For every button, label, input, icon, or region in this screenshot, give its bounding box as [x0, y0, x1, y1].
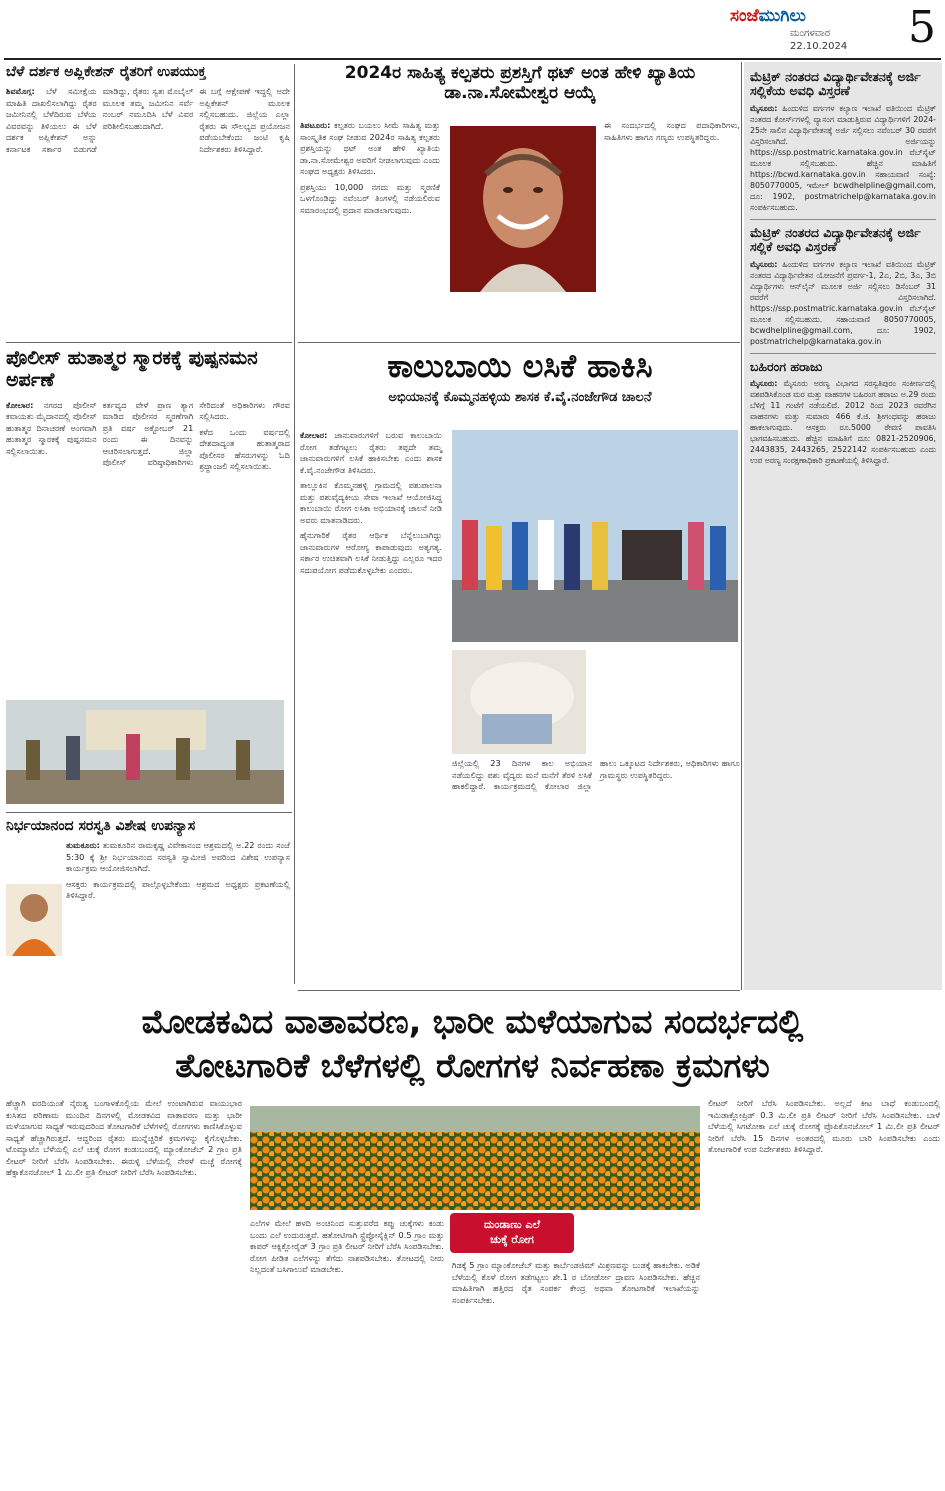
- story-vaccine-para: ಜಿಲ್ಲೆಯಲ್ಲಿ 23 ದಿನಗಳ ಕಾಲ ಅಭಿಯಾನ ನಡೆಯಲಿದ್ದು ಪಶು ವೈದ್ಯರು ಮನೆ ಮನೆಗೆ ತೆರಳಿ ಲಸಿಕೆ ಹಾಕಲಿದ್ದಾರೆ. ಕಾರ್ಯಕ್ರಮದಲ್ಲಿ ಕೋಲಾರ ಜಿಲ್ಲಾ ಹಾಲು ಒಕ್ಕೂಟದ ನಿರ್ದೇಶಕರು, ಅಧಿಕಾರಿಗಳು ಹಾಗೂ ಗ್ರಾಮಸ್ಥರು ಉಪಸ್ಥಿತರಿದ್ದರು.: [452, 758, 740, 791]
- portrait-illustration: [450, 126, 596, 292]
- feature-tag-line2: ಚುಕ್ಕೆ ರೋಗ: [490, 1233, 534, 1246]
- sidebar-item-1-dateline: ಮೈಸೂರು:: [750, 103, 778, 113]
- feature-tag-line1: ದುಂಡಾಣು ಎಲೆ: [483, 1218, 541, 1231]
- police-illustration: [6, 700, 284, 804]
- story-police-para: ನಗರದ ಪೊಲೀಸ್ ಕವಾಯತು ಮೈದಾನದಲ್ಲಿ ಪೊಲೀಸ್ ಹುತಾತ್ಮರ ದಿನಾಚರಣೆ ಅಂಗವಾಗಿ ಹುತಾತ್ಮರ ಸ್ಮಾರಕಕ್ಕೆ ಪುಷ್ಪನಮನ ಸಲ್ಲಿಸಲಾಯಿತು.: [6, 399, 97, 456]
- feature-headline-line2: ತೋಟಗಾರಿಕೆ ಬೆಳೆಗಳಲ್ಲಿ ರೋಗಗಳ ನಿರ್ವಹಣಾ ಕ್ರಮಗಳು: [175, 1046, 770, 1085]
- story-police-body: [6, 400, 290, 690]
- story-nirbhaya-headline: ನಿರ್ಭಯಾನಂದ ಸರಸ್ವತಿ ವಿಶೇಷ ಉಪನ್ಯಾಸ: [6, 818, 196, 834]
- sidebar-divider: [750, 353, 936, 354]
- issue-date: 22.10.2024: [790, 41, 848, 52]
- story-vaccine-headline: ಕಾಲುಬಾಯಿ ಲಸಿಕೆ ಹಾಕಿಸಿ: [387, 348, 653, 385]
- story-vaccine-dateline: ಕೋಲಾರ:: [300, 430, 328, 440]
- masthead: [730, 4, 942, 56]
- cow-illustration: [452, 650, 586, 754]
- column-divider: [294, 64, 295, 984]
- story-police-para: ಕರ್ತವ್ಯದ ವೇಳೆ ಪ್ರಾಣ ತ್ಯಾಗ ಮಾಡಿದ ಪೊಲೀಸರ ಸ್ಮರಣೆಗಾಗಿ ಪ್ರತಿ ವರ್ಷ ಅಕ್ಟೋಬರ್ 21 ರಂದು ಈ ದಿನವನ್ನು ಆಚರಿಸಲಾಗುತ್ತದೆ. ಜಿಲ್ಲಾ ಪೊಲೀಸ್ ವರಿಷ್ಠಾಧಿಕಾರಿಗಳು ಸೇರಿದಂತೆ ಅಧಿಕಾರಿಗಳು ಗೌರವ ಸಲ್ಲಿಸಿದರು.: [102, 399, 290, 468]
- story-nirbhaya-body: [66, 840, 290, 902]
- feature-para: ಗಿಡಕ್ಕೆ 5 ಗ್ರಾಂ ಮ್ಯಾಂಕೋಜೆಬ್ ಮತ್ತು ಕಾರ್ಬೆಂಡಜಿಮ್ ಮಿಶ್ರಣವನ್ನು ಬುಡಕ್ಕೆ ಹಾಕಬೇಕು. ಅಡಿಕೆ ಬೆಳೆಯಲ್ಲಿ ಕೊಳೆ ರೋಗ ತಡೆಗಟ್ಟಲು ಶೇ.1 ರ ಬೋರ್ಡೋ ದ್ರಾವಣ ಸಿಂಪಡಿಸಬೇಕು. ಹೆಚ್ಚಿನ ಮಾಹಿತಿಗಾಗಿ ಹತ್ತಿರದ ರೈತ ಸಂಪರ್ಕ ಕೇಂದ್ರ ಅಥವಾ ತೋಟಗಾರಿಕೆ ಇಲಾಖೆಯನ್ನು ಸಂಪರ್ಕಿಸಬೇಕು.: [452, 1260, 700, 1305]
- sidebar-item-2-body: [750, 259, 936, 347]
- sidebar-item-1-body: [750, 103, 936, 213]
- feature-col-4: [708, 1098, 940, 1486]
- story-police-headline: ಪೊಲೀಸ್ ಹುತಾತ್ಮರ ಸ್ಮಾರಕಕ್ಕೆ ಪುಷ್ಪನಮನ ಅರ್ಪಣೆ: [6, 348, 258, 391]
- top-divider: [4, 58, 941, 60]
- story-award-para: ಕಲ್ಪತರು ಬಯಲು ಸೀಮೆ ಸಾಹಿತ್ಯ ಮತ್ತು ಸಾಂಸ್ಕೃತಿಕ ಸಂಘ ನೀಡುವ 2024ರ ಸಾಹಿತ್ಯ ಕಲ್ಪತರು ಪ್ರಶಸ್ತಿಯನ್ನು ಥಟ್ ಅಂತ ಹೇಳಿ ಖ್ಯಾತಿಯ ಡಾ.ನಾ.ಸೋಮೇಶ್ವರ ಅವರಿಗೆ ನೀಡಲಾಗುವುದು ಎಂದು ಸಂಘದ ಅಧ್ಯಕ್ಷರು ತಿಳಿಸಿದರು.: [300, 120, 441, 176]
- story-app: [6, 64, 290, 340]
- story-app-para: ಬೆಳೆ ಸಮೀಕ್ಷೆಯ ಮಾಹಿತಿ ದಾಖಲಿಸಲಾಗಿದ್ದು ರೈತರ ಜಮೀನಿನಲ್ಲಿ ಬೆಳೆದಿರುವ ಬೆಳೆಯ ವಿವರವನ್ನು ತಿಳಿಯಲು ಈ ಬೆಳೆ ದರ್ಶಕ ಅಪ್ಲಿಕೇಶನ್ ಅನ್ನು ಕರ್ನಾಟಕ ಸರ್ಕಾರ ಬಿಡುಗಡೆ ಮಾಡಿದ್ದು, ರೈತರು ಸ್ವತಃ ಮೊಬೈಲ್ ಮೂಲಕ ತಮ್ಮ ಜಮೀನಿನ ಸರ್ವೆ ನಂಬರ್ ನಮೂದಿಸಿ ಬೆಳೆ ವಿವರ ಪರಿಶೀಲಿಸಬಹುದಾಗಿದೆ.: [6, 86, 194, 154]
- story-vaccine-body-2: [452, 758, 740, 986]
- story-vaccine-body: [300, 430, 442, 988]
- swamiji-photo: [6, 884, 62, 956]
- vaccine-group-photo: [452, 430, 738, 642]
- brand-logo: [730, 6, 806, 26]
- marigold-field-photo: [250, 1106, 700, 1210]
- story-nirbhaya-para: ತುಮಕೂರಿನ ರಾಮಕೃಷ್ಣ ವಿವೇಕಾನಂದ ಆಶ್ರಮದಲ್ಲಿ ಅ.22 ರಂದು ಸಂಜೆ 5:30 ಕ್ಕೆ ಶ್ರೀ ನಿರ್ಭಯಾನಂದ ಸರಸ್ವತಿ ಸ್ವಾಮೀಜಿ ಅವರಿಂದ ವಿಶೇಷ ಉಪನ್ಯಾಸ ಕಾರ್ಯಕ್ರಮ ಆಯೋಜಿಸಲಾಗಿದೆ.: [66, 840, 290, 874]
- sidebar-item-1-headline: ಮೆಟ್ರಿಕ್ ನಂತರದ ವಿದ್ಯಾರ್ಥಿವೇತನಕ್ಕೆ ಅರ್ಜಿ ಸಲ್ಲಿಕೆಯ ಅವಧಿ ವಿಸ್ತರಣೆ: [750, 69, 921, 99]
- story-award-para: ಈ ಸಂದರ್ಭದಲ್ಲಿ ಸಂಘದ ಪದಾಧಿಕಾರಿಗಳು, ಸಾಹಿತಿಗಳು ಹಾಗೂ ಗಣ್ಯರು ಉಪಸ್ಥಿತರಿದ್ದರು.: [604, 120, 740, 142]
- story-award-body-2: [604, 120, 740, 340]
- story-nirbhaya-para: ಆಸಕ್ತರು ಕಾರ್ಯಕ್ರಮದಲ್ಲಿ ಪಾಲ್ಗೊಳ್ಳಬೇಕೆಂದು ಆಶ್ರಮದ ಅಧ್ಯಕ್ಷರು ಪ್ರಕಟಣೆಯಲ್ಲಿ ತಿಳಿಸಿದ್ದಾರೆ.: [66, 878, 290, 901]
- feature-tag: [450, 1213, 574, 1253]
- story-police-para: ಕಳೆದ ಒಂದು ವರ್ಷದಲ್ಲಿ ದೇಶದಾದ್ಯಂತ ಹುತಾತ್ಮರಾದ ಪೊಲೀಸರ ಹೆಸರುಗಳನ್ನು ಓದಿ ಶ್ರದ್ಧಾಂಜಲಿ ಸಲ್ಲಿಸಲಾಯಿತು.: [199, 426, 290, 472]
- cow-vaccination-photo: [452, 650, 586, 754]
- story-app-headline: ಬೆಳೆ ದರ್ಶಕ ಅಪ್ಲಿಕೇಶನ್ ರೈತರಿಗೆ ಉಪಯುಕ್ತ: [6, 64, 207, 80]
- feature-headline: [6, 1000, 939, 1088]
- feature-col-2: [250, 1218, 444, 1486]
- feature-col-3: [452, 1260, 700, 1486]
- issue-day: ಮಂಗಳವಾರ: [790, 28, 831, 39]
- feature-col-1: [6, 1098, 242, 1486]
- story-police-dateline: ಕೋಲಾರ:: [6, 399, 34, 410]
- sidebar-item-1-text: ಹಿಂದುಳಿದ ವರ್ಗಗಳ ಕಲ್ಯಾಣ ಇಲಾಖೆ ವತಿಯಿಂದ ಮೆಟ್ರಿಕ್ ನಂತರದ ಕೋರ್ಸ್‌ಗಳಲ್ಲಿ ವ್ಯಾಸಂಗ ಮಾಡುತ್ತಿರುವ ವಿದ್ಯಾರ್ಥಿಗಳಿಗೆ 2024-25ನೇ ಸಾಲಿನ ವಿದ್ಯಾರ್ಥಿವೇತನಕ್ಕೆ ಅರ್ಜಿ ಸಲ್ಲಿಸಲು ನವೆಂಬರ್ 30 ರವರೆಗೆ ವಿಸ್ತರಿಸಲಾಗಿದೆ. ಅರ್ಜಿಯನ್ನು https://ssp.postmatric.karnataka.gov.in ವೆಬ್‌ಸೈಟ್ ಮೂಲಕ ಸಲ್ಲಿಸಬಹುದು. ಹೆಚ್ಚಿನ ಮಾಹಿತಿಗೆ https://bcwd.karnataka.gov.in ಸಹಾಯವಾಣಿ ಸಂಖ್ಯೆ: 8050770005, ಇಮೇಲ್ bcwdhelpline@gmail.com, ದೂ: 1902, postmatrichelp@karnataka.gov.in ಸಂಪರ್ಕಿಸಬಹುದು.: [750, 103, 936, 212]
- marigold-illustration: [250, 1106, 700, 1210]
- feature-para: ಎಲೆಗಳ ಮೇಲೆ ಹಳದಿ ಅಂಚಿನಿಂದ ಸುತ್ತುವರೆದ ಕಪ್ಪು ಚುಕ್ಕೆಗಳು ಕಂಡು ಬಂದು ಎಲೆ ಉದುರುತ್ತವೆ. ಹತೋಟಿಗಾಗಿ ಸ್ಟ್ರೆಪ್ಟೋಸೈಕ್ಲಿನ್ 0.5 ಗ್ರಾಂ ಮತ್ತು ಕಾಪರ್ ಆಕ್ಸಿಕ್ಲೋರೈಡ್ 3 ಗ್ರಾಂ ಪ್ರತಿ ಲೀಟರ್ ನೀರಿಗೆ ಬೆರೆಸಿ ಸಿಂಪಡಿಸಬೇಕು. ರೋಗ ಪೀಡಿತ ಎಲೆಗಳನ್ನು ತೆಗೆದು ನಾಶಪಡಿಸಬೇಕು. ತೋಟದಲ್ಲಿ ನೀರು ನಿಲ್ಲದಂತೆ ಬಸಿಗಾಲುವೆ ಮಾಡಬೇಕು.: [250, 1218, 444, 1274]
- brand-name-a: ಸಂಜೆ: [730, 6, 759, 26]
- story-app-body: [6, 86, 290, 155]
- story-vaccine-subheadline: ಅಭಿಯಾನಕ್ಕೆ ಕೊಮ್ಮನಹಳ್ಳಿಯ ಶಾಸಕ ಕೆ.ವೈ.ನಂಜೇಗೌಡ ಚಾಲನೆ: [388, 389, 652, 405]
- story-divider: [6, 812, 292, 813]
- story-app-para: ಈ ಬಗ್ಗೆ ಆಕ್ಷೇಪಣೆ ಇದ್ದಲ್ಲಿ ಅದೇ ಅಪ್ಲಿಕೇಶನ್ ಮೂಲಕ ಸಲ್ಲಿಸಬಹುದು. ಜಿಲ್ಲೆಯ ಎಲ್ಲಾ ರೈತರು ಈ ಸೌಲಭ್ಯದ ಪ್ರಯೋಜನ ಪಡೆಯಬೇಕೆಂದು ಜಂಟಿ ಕೃಷಿ ನಿರ್ದೇಶಕರು ತಿಳಿಸಿದ್ದಾರೆ.: [199, 86, 290, 154]
- story-divider: [6, 342, 292, 343]
- sidebar-item-3-headline: ಬಹಿರಂಗ ಹರಾಜು: [750, 358, 823, 374]
- sidebar-item-3-text: ಮೈಸೂರು ಅರಣ್ಯ ವಿಭಾಗದ ಸರಸ್ವತಿಪುರಂ ಸಂಕೀರ್ಣದಲ್ಲಿ ವಶಪಡಿಸಿಕೊಂಡ ಮರ ಮತ್ತು ವಾಹನಗಳ ಬಹಿರಂಗ ಹರಾಜು ಅ.29 ರಂದು ಬೆಳಿಗ್ಗೆ 11 ಗಂಟೆಗೆ ನಡೆಯಲಿದೆ. 2012 ರಿಂದ 2023 ರವರೆಗಿನ ವಾಹನಗಳು ಮತ್ತು ಸುಮಾರು 466 ಕೆ.ಜಿ. ಶ್ರೀಗಂಧವನ್ನು ಹರಾಜು ಹಾಕಲಾಗುವುದು. ಆಸಕ್ತರು ರೂ.5000 ಠೇವಣಿ ಪಾವತಿಸಿ ಭಾಗವಹಿಸಬಹುದು. ಹೆಚ್ಚಿನ ಮಾಹಿತಿಗೆ ದೂ: 0821-2520906, 2443835, 2443265, 2522142 ಸಂಪರ್ಕಿಸಬಹುದು ಎಂದು ಉಪ ಅರಣ್ಯ ಸಂರಕ್ಷಣಾಧಿಕಾರಿ ಪ್ರಕಟಣೆಯಲ್ಲಿ ತಿಳಿಸಿದ್ದಾರೆ.: [750, 378, 936, 465]
- story-nirbhaya-dateline: ತುಮಕೂರು:: [66, 840, 100, 851]
- feature-para: ಹೆಚ್ಚಾಗಿ ವರದಿಯಂತೆ ನೈರುತ್ಯ ಬಂಗಾಳಕೊಲ್ಲಿಯ ಮೇಲೆ ಉಂಟಾಗಿರುವ ವಾಯುಭಾರ ಕುಸಿತದ ಪರಿಣಾಮ ಮುಂದಿನ ದಿನಗಳಲ್ಲಿ ಮೋಡಕವಿದ ವಾತಾವರಣ ಮತ್ತು ಭಾರೀ ಮಳೆಯಾಗುವ ಸಾಧ್ಯತೆ ಇರುವುದರಿಂದ ತೋಟಗಾರಿಕೆ ಬೆಳೆಗಳಲ್ಲಿ ರೋಗಗಳು ಕಾಣಿಸಿಕೊಳ್ಳುವ ಸಾಧ್ಯತೆ ಹೆಚ್ಚಾಗಿರುತ್ತದೆ. ಆದ್ದರಿಂದ ರೈತರು ಮುನ್ನೆಚ್ಚರಿಕೆ ಕ್ರಮಗಳನ್ನು ಕೈಗೊಳ್ಳಬೇಕು. ಟೊಮ್ಯಾಟೊ ಬೆಳೆಯಲ್ಲಿ ಎಲೆ ಚುಕ್ಕೆ ರೋಗ ಕಂಡುಬಂದಲ್ಲಿ ಮ್ಯಾಂಕೋಜೆಬ್ 2 ಗ್ರಾಂ ಪ್ರತಿ ಲೀಟರ್ ನೀರಿಗೆ ಬೆರೆಸಿ ಸಿಂಪಡಿಸಬೇಕು. ಈರುಳ್ಳಿ ಬೆಳೆಯಲ್ಲಿ ನೇರಳೆ ಮಚ್ಚೆ ರೋಗಕ್ಕೆ ಹೆಕ್ಸಾಕೊನಜೋಲ್ 1 ಮಿ.ಲೀ ಪ್ರತಿ ಲೀಟರ್ ನೀರಿಗೆ ಬೆರೆಸಿ ಸಿಂಪಡಿಸಬೇಕು.: [6, 1098, 242, 1177]
- story-vaccine-para: ಜಾನುವಾರುಗಳಿಗೆ ಬರುವ ಕಾಲುಬಾಯಿ ರೋಗ ತಡೆಗಟ್ಟಲು ರೈತರು ತಪ್ಪದೇ ತಮ್ಮ ಜಾನುವಾರುಗಳಿಗೆ ಲಸಿಕೆ ಹಾಕಿಸಬೇಕು ಎಂದು ಶಾಸಕ ಕೆ.ವೈ.ನಂಜೇಗೌಡ ತಿಳಿಸಿದರು.: [300, 430, 442, 475]
- story-app-dateline: ಶಿವಮೊಗ್ಗ:: [6, 86, 35, 97]
- feature-headline-line1: ಮೋಡಕವಿದ ವಾತಾವರಣ, ಭಾರೀ ಮಳೆಯಾಗುವ ಸಂದರ್ಭದಲ್ಲಿ: [141, 1002, 804, 1041]
- story-divider: [298, 342, 740, 343]
- brand-name-b: ಮುಗಿಲು: [758, 6, 806, 26]
- story-award-headline: 2024ರ ಸಾಹಿತ್ಯ ಕಲ್ಪತರು ಪ್ರಶಸ್ತಿಗೆ ಥಟ್ ಅಂತ ಹೇಳಿ ಖ್ಯಾತಿಯ ಡಾ.ನಾ.ಸೋಮೇಶ್ವರ ಆಯ್ಕೆ: [344, 64, 696, 103]
- sidebar-item-3-body: [750, 378, 936, 466]
- sidebar-item-2-dateline: ಮೈಸೂರು:: [750, 259, 778, 269]
- sidebar-item-3-dateline: ಮೈಸೂರು:: [750, 378, 778, 388]
- swamiji-illustration: [6, 884, 62, 956]
- story-vaccine-para: ತಾಲ್ಲೂಕಿನ ಕೊಮ್ಮನಹಳ್ಳಿ ಗ್ರಾಮದಲ್ಲಿ ಪಶುಪಾಲನಾ ಮತ್ತು ಪಶುವೈದ್ಯಕೀಯ ಸೇವಾ ಇಲಾಖೆ ಆಯೋಜಿಸಿದ್ದ ಕಾಲುಬಾಯಿ ರೋಗ ಲಸಿಕಾ ಅಭಿಯಾನಕ್ಕೆ ಚಾಲನೆ ನೀಡಿ ಅವರು ಮಾತನಾಡಿದರು.: [300, 480, 442, 525]
- story-award-dateline: ತಿಪಟೂರು:: [300, 120, 331, 130]
- right-sidebar: [744, 62, 942, 990]
- police-photo: [6, 700, 284, 804]
- column-divider: [741, 62, 742, 990]
- story-vaccine-para: ಹೈನುಗಾರಿಕೆ ರೈತರ ಆರ್ಥಿಕ ಬೆನ್ನೆಲುಬಾಗಿದ್ದು ಜಾನುವಾರುಗಳ ಆರೋಗ್ಯ ಕಾಪಾಡುವುದು ಅತ್ಯಗತ್ಯ. ಸರ್ಕಾರ ಉಚಿತವಾಗಿ ಲಸಿಕೆ ನೀಡುತ್ತಿದ್ದು ಎಲ್ಲರೂ ಇದರ ಸದುಪಯೋಗ ಪಡೆದುಕೊಳ್ಳಬೇಕು ಎಂದರು.: [300, 530, 442, 575]
- sidebar-item-2-headline: ಮೆಟ್ರಿಕ್ ನಂತರದ ವಿದ್ಯಾರ್ಥಿವೇತನಕ್ಕೆ ಅರ್ಜಿ ಸಲ್ಲಿಕೆ ಅವಧಿ ವಿಸ್ತರಣೆ: [750, 224, 921, 255]
- sidebar-item-2-text: ಹಿಂದುಳಿದ ವರ್ಗಗಳ ಕಲ್ಯಾಣ ಇಲಾಖೆ ವತಿಯಿಂದ ಮೆಟ್ರಿಕ್ ನಂತರದ ವಿದ್ಯಾರ್ಥಿವೇತನ ಯೋಜನೆಗೆ ಪ್ರವರ್ಗ-1, 2ಎ, 2ಬಿ, 3ಎ, 3ಬಿ ವಿದ್ಯಾರ್ಥಿಗಳು ಆನ್‌ಲೈನ್ ಮೂಲಕ ಅರ್ಜಿ ಸಲ್ಲಿಸಲು ಡಿಸೆಂಬರ್ 31 ರವರೆಗೆ ವಿಸ್ತರಿಸಲಾಗಿದೆ. https://ssp.postmatric.karnataka.gov.in ವೆಬ್‌ಸೈಟ್ ಮೂಲಕ ಸಲ್ಲಿಸಬಹುದು. ಸಹಾಯವಾಣಿ 8050770005, bcwdhelpline@gmail.com, ದೂ: 1902, postmatrichelp@karnataka.gov.in: [750, 259, 936, 346]
- story-divider: [298, 990, 740, 991]
- feature-para: ಲೀಟರ್ ನೀರಿಗೆ ಬೆರೆಸಿ ಸಿಂಪಡಿಸಬೇಕು. ಅಲ್ಲದೆ ಕೀಟ ಬಾಧೆ ಕಂಡುಬಂದಲ್ಲಿ ಇಮಿಡಾಕ್ಲೋಪ್ರಿಡ್ 0.3 ಮಿ.ಲೀ ಪ್ರತಿ ಲೀಟರ್ ನೀರಿಗೆ ಬೆರೆಸಿ ಸಿಂಪಡಿಸಬೇಕು. ಬಾಳೆ ಬೆಳೆಯಲ್ಲಿ ಸಿಗಟೋಕಾ ಎಲೆ ಚುಕ್ಕೆ ರೋಗಕ್ಕೆ ಪ್ರೊಪಿಕೊನಜೋಲ್ 1 ಮಿ.ಲೀ ಪ್ರತಿ ಲೀಟರ್ ನೀರಿಗೆ ಬೆರೆಸಿ 15 ದಿನಗಳ ಅಂತರದಲ್ಲಿ ಮೂರು ಬಾರಿ ಸಿಂಪಡಿಸಬೇಕು ಎಂದು ತೋಟಗಾರಿಕೆ ಉಪ ನಿರ್ದೇಶಕರು ತಿಳಿಸಿದ್ದಾರೆ.: [708, 1098, 940, 1154]
- story-award-body: [300, 120, 440, 340]
- story-award-para: ಪ್ರಶಸ್ತಿಯು 10,000 ನಗದು ಮತ್ತು ಸ್ಮರಣಿಕೆ ಒಳಗೊಂಡಿದ್ದು ನವೆಂಬರ್ ತಿಂಗಳಲ್ಲಿ ನಡೆಯಲಿರುವ ಸಮಾರಂಭದಲ್ಲಿ ಪ್ರದಾನ ಮಾಡಲಾಗುವುದು.: [300, 181, 440, 215]
- portrait-photo: [450, 126, 596, 292]
- sidebar-divider: [750, 219, 936, 220]
- page-number: 5: [908, 2, 936, 53]
- vaccine-group-illustration: [452, 430, 738, 642]
